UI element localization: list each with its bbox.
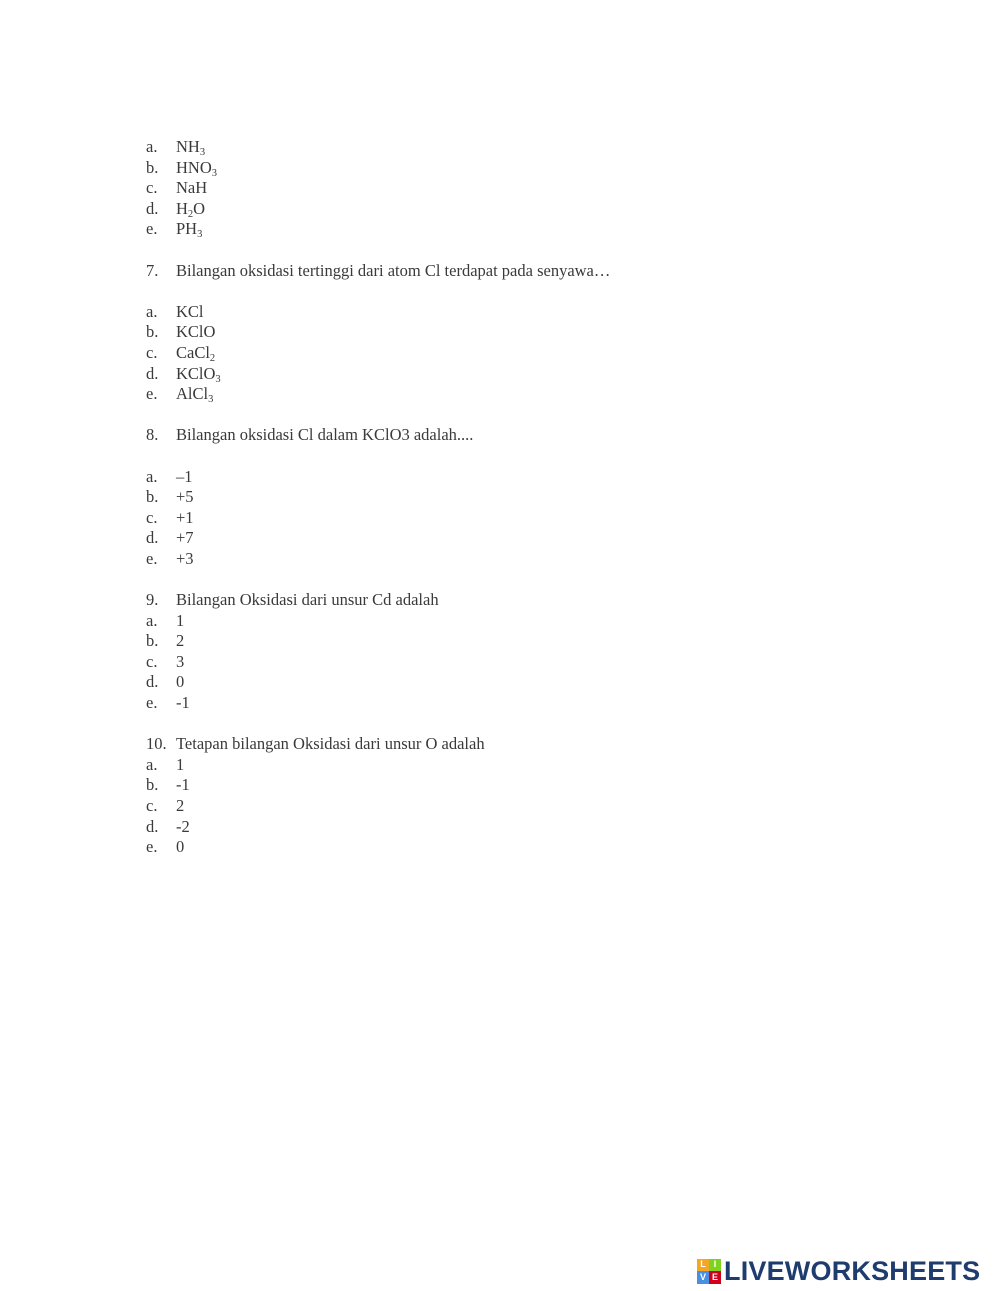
question-7 bbox=[146, 261, 906, 405]
option-text: 3 bbox=[176, 651, 185, 671]
option-label: d. bbox=[146, 198, 159, 218]
logo-block-l: L bbox=[697, 1259, 709, 1272]
option-row[interactable] bbox=[146, 137, 906, 158]
option-label: c. bbox=[146, 651, 158, 671]
option-text: +1 bbox=[176, 507, 194, 527]
option-row[interactable] bbox=[146, 611, 906, 632]
option-label: d. bbox=[146, 363, 159, 383]
option-row[interactable] bbox=[146, 508, 906, 529]
option-text: -1 bbox=[176, 693, 190, 713]
option-text: 2 bbox=[176, 631, 185, 651]
option-text: 2 bbox=[176, 796, 185, 815]
option-row[interactable] bbox=[146, 178, 906, 199]
option-row[interactable] bbox=[146, 631, 906, 652]
option-row[interactable] bbox=[146, 775, 906, 796]
live-blocks-icon bbox=[697, 1259, 721, 1284]
option-label: d. bbox=[146, 528, 159, 548]
question-number: 7. bbox=[146, 260, 159, 280]
option-label: e. bbox=[146, 693, 158, 713]
option-text: +7 bbox=[176, 528, 194, 548]
option-label: c. bbox=[146, 342, 158, 362]
logo-block-i: I bbox=[709, 1259, 721, 1272]
option-row[interactable] bbox=[146, 837, 906, 858]
q6-options bbox=[146, 137, 906, 240]
question-text: 8. Bilangan oksidasi Cl dalam KClO3 adalah.... bbox=[146, 425, 474, 445]
option-row[interactable] bbox=[146, 219, 906, 240]
option-text: KClO bbox=[176, 322, 216, 342]
option-label: a. bbox=[146, 610, 158, 630]
logo-text: LIVEWORKSHEETS bbox=[724, 1256, 981, 1286]
option-label: a. bbox=[146, 137, 158, 156]
option-label: d. bbox=[146, 672, 159, 692]
option-text: 0 bbox=[176, 837, 185, 857]
option-text: $NH_3$ bbox=[176, 137, 206, 158]
option-text: +5 bbox=[176, 487, 194, 507]
option-label: e. bbox=[146, 219, 158, 239]
worksheet-page bbox=[146, 137, 906, 858]
option-row[interactable] bbox=[146, 672, 906, 693]
option-text: +3 bbox=[176, 548, 194, 568]
option-row[interactable] bbox=[146, 796, 906, 817]
option-label: b. bbox=[146, 322, 159, 342]
option-row[interactable] bbox=[146, 199, 906, 220]
question-10 bbox=[146, 734, 906, 858]
logo-block-v: V bbox=[697, 1271, 709, 1284]
question-number: 9. bbox=[146, 590, 159, 610]
option-row[interactable] bbox=[146, 528, 906, 549]
option-label: e. bbox=[146, 548, 158, 568]
option-label: a. bbox=[146, 466, 158, 486]
question-text: 7. Bilangan oksidasi tertinggi dari atom Cl terdapat pada senyawa… bbox=[146, 260, 611, 280]
option-text: AlCl$_3$ bbox=[176, 384, 214, 406]
option-label: e. bbox=[146, 837, 158, 857]
option-row[interactable] bbox=[146, 755, 906, 776]
option-text: 1 bbox=[176, 754, 185, 774]
option-text: 1 bbox=[176, 610, 185, 630]
option-label: b. bbox=[146, 775, 159, 795]
option-text: KClO$_3$ bbox=[176, 363, 221, 385]
option-label: b. bbox=[146, 157, 159, 177]
option-row[interactable] bbox=[146, 467, 906, 488]
option-row[interactable] bbox=[146, 158, 906, 179]
option-row[interactable] bbox=[146, 693, 906, 714]
option-label: b. bbox=[146, 631, 159, 651]
liveworksheets-logo bbox=[697, 1256, 980, 1286]
option-label: a. bbox=[146, 301, 158, 321]
option-row[interactable] bbox=[146, 322, 906, 343]
option-text: $PH_3$ bbox=[176, 219, 203, 241]
question-text: 10. Tetapan bilangan Oksidasi dari unsur O adalah bbox=[146, 734, 485, 754]
option-label: c. bbox=[146, 796, 158, 815]
option-row[interactable] bbox=[146, 652, 906, 673]
option-label: c. bbox=[146, 507, 158, 527]
option-text: 0 bbox=[176, 672, 185, 692]
option-row[interactable] bbox=[146, 302, 906, 323]
option-row[interactable] bbox=[146, 343, 906, 364]
option-text: -1 bbox=[176, 775, 190, 795]
option-label: a. bbox=[146, 754, 158, 774]
option-label: e. bbox=[146, 384, 158, 404]
question-number: 8. bbox=[146, 425, 159, 445]
option-row[interactable] bbox=[146, 487, 906, 508]
option-text: NaH bbox=[176, 178, 208, 198]
option-label: d. bbox=[146, 816, 159, 836]
question-text: 9. Bilangan Oksidasi dari unsur Cd adalah bbox=[146, 590, 439, 610]
option-text: $H_2O$ bbox=[176, 198, 206, 220]
option-row[interactable] bbox=[146, 817, 906, 838]
option-text: –1 bbox=[176, 466, 193, 486]
logo-block-e: E bbox=[709, 1271, 721, 1284]
option-label: c. bbox=[146, 178, 158, 198]
question-number: 10. bbox=[146, 734, 167, 754]
option-text: -2 bbox=[176, 816, 190, 836]
option-row[interactable] bbox=[146, 364, 906, 385]
option-row[interactable] bbox=[146, 384, 906, 405]
question-9 bbox=[146, 590, 906, 714]
option-label: b. bbox=[146, 487, 159, 507]
option-text: $HNO_3$ bbox=[176, 157, 217, 179]
question-8 bbox=[146, 425, 906, 569]
option-text: KCl bbox=[176, 301, 204, 321]
option-row[interactable] bbox=[146, 549, 906, 570]
option-text: CaCl$_2$ bbox=[176, 342, 216, 364]
